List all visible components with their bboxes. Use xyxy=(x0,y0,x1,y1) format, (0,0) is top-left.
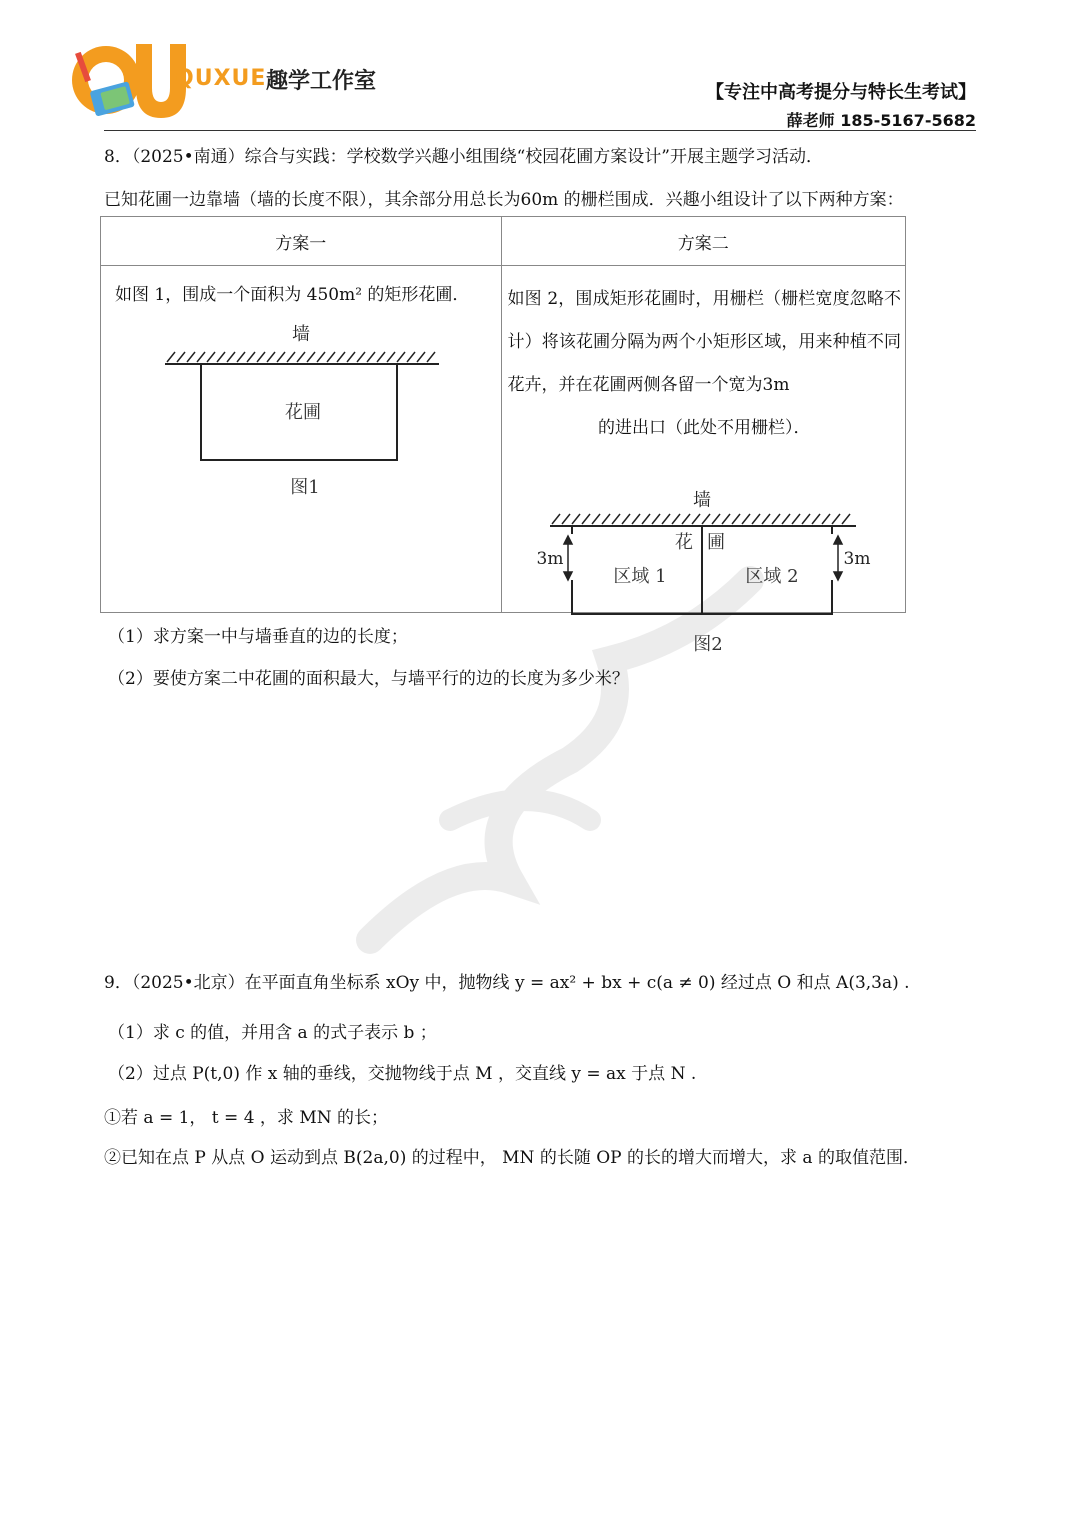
scheme1-header: 方案一 xyxy=(101,217,502,266)
fig2-region2: 区域 2 xyxy=(744,566,799,587)
fig2-hua: 花 xyxy=(674,532,693,553)
fig2-caption: 图2 xyxy=(692,634,723,655)
scheme1-cell xyxy=(101,266,502,613)
fig2-wall-label: 墙 xyxy=(692,490,711,511)
contact: 薛老师 185-5167-5682 xyxy=(786,111,976,130)
fig1-wall-hatching xyxy=(167,352,435,362)
q8-stem-line2: 已知花圃一边靠墙（墙的长度不限），其余部分用总长为60m 的栅栏围成．兴趣小组设计了以下两种方案： xyxy=(104,190,904,210)
scheme2-cell xyxy=(501,266,906,655)
q8-stem-line1: 8．（2025•南通）综合与实践：学校数学兴趣小组围绕“校园花圃方案设计”开展主题学习活动． xyxy=(104,147,823,167)
header-info xyxy=(706,78,976,131)
q8-part2: （2）要使方案二中花圃的面积最大，与墙平行的边的长度为多少米？ xyxy=(108,669,629,689)
tagline: 【专注中高考提分与特长生考试】 xyxy=(706,82,976,103)
fig2-left-dimension xyxy=(564,536,572,580)
brand-cn: 趣学工作室 xyxy=(266,69,377,94)
scheme2-body: 如图 2，围成矩形花圃时，用栅栏（栅栏宽度忽略不计）将该花圃分隔为两个小矩形区域，用来种植不同花卉，并在花圃两侧各留一个宽为3m xyxy=(507,289,901,395)
q9-stem: 9．（2025•北京）在平面直角坐标系 xOy 中，抛物线 y = ax² + bx + c(a ≠ 0) 经过点 O 和点 A(3,3a) . xyxy=(104,973,910,993)
figure-1 xyxy=(161,318,451,508)
fig2-right-gap: 3m xyxy=(843,549,870,569)
fig1-garden-label: 花圃 xyxy=(285,402,321,423)
brand-latin: QUXUE xyxy=(175,66,267,91)
fig2-right-dimension xyxy=(834,536,842,580)
scheme1-text: 如图 1，围成一个面积为 450m² 的矩形花圃． xyxy=(115,285,470,305)
q9-sub1: ①若 a = 1， t = 4 ，求 MN 的长； xyxy=(104,1108,389,1128)
fig1-wall-label: 墙 xyxy=(292,324,310,345)
q8-part1: （1）求方案一中与墙垂直的边的长度； xyxy=(108,627,408,647)
scheme2-body-last: 的进出口（此处不用栅栏）． xyxy=(598,418,811,438)
fig2-wall-hatching xyxy=(552,514,850,524)
fig2-pu: 圃 xyxy=(706,532,725,553)
scheme2-text xyxy=(508,278,902,450)
figure-2 xyxy=(532,488,872,660)
fig2-region1: 区域 1 xyxy=(612,566,667,587)
fig1-caption: 图1 xyxy=(290,477,320,498)
q9-sub2: ②已知在点 P 从点 O 运动到点 B(2a,0) 的过程中， MN 的长随 OP 的长的增大而增大，求 a 的取值范围． xyxy=(104,1148,920,1168)
fig2-left-gap: 3m xyxy=(536,549,563,569)
scheme2-header: 方案二 xyxy=(501,217,906,266)
q9-part1: （1）求 c 的值，并用含 a 的式子表示 b ； xyxy=(108,1023,437,1043)
q9-part2: （2）过点 P(t,0) 作 x 轴的垂线，交抛物线于点 M ，交直线 y = ax 于点 N . xyxy=(108,1064,697,1084)
header-divider xyxy=(104,130,976,131)
